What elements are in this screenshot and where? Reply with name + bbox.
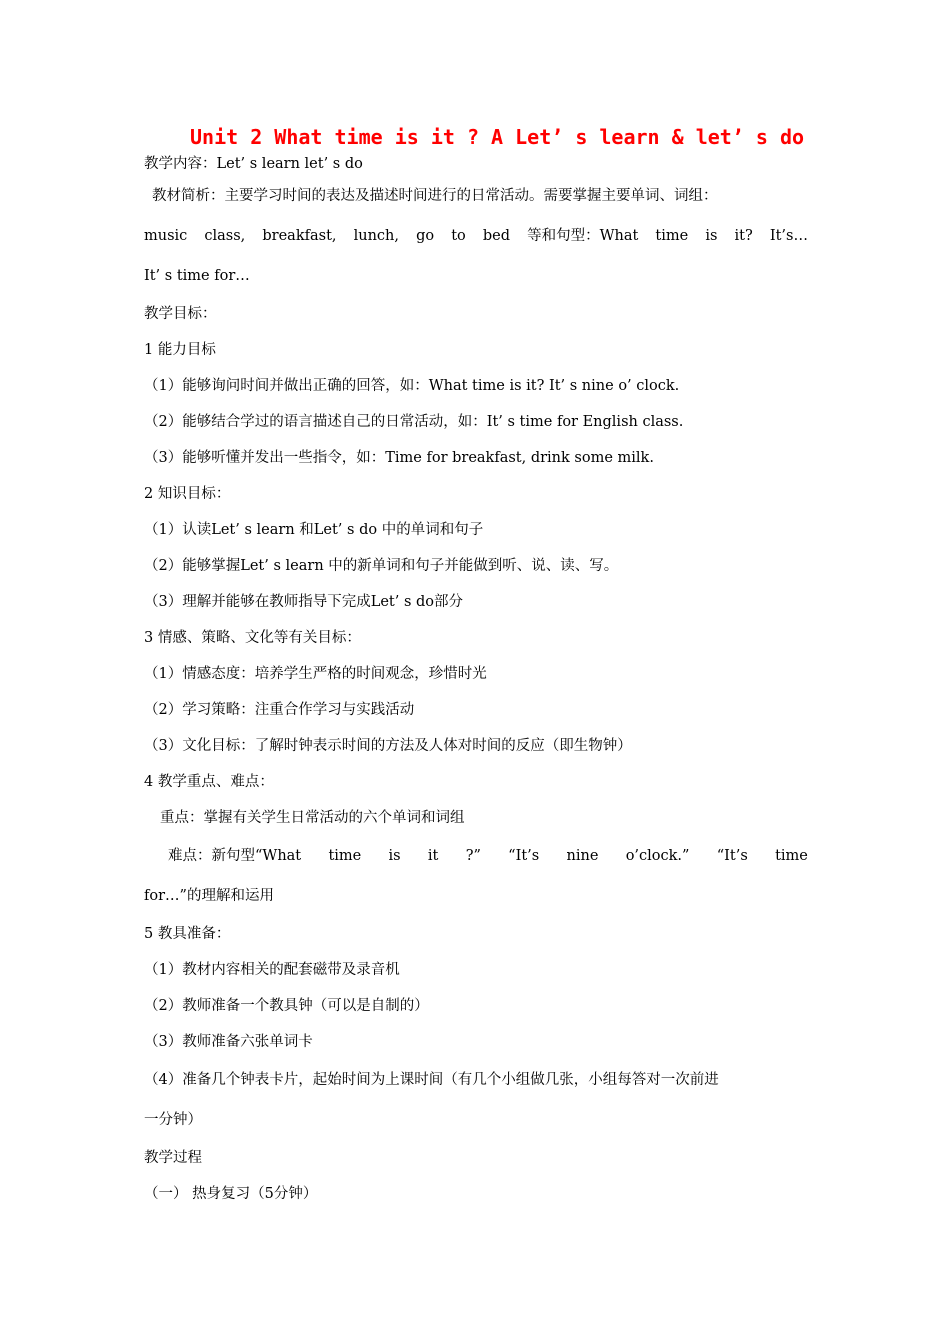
emotion-goal-item: （3）文化目标：了解时钟表示时间的方法及人体对时间的反应（即生物钟）	[144, 738, 632, 754]
knowledge-goals-heading: 2 知识目标：	[144, 486, 231, 502]
prep-item: （1）教材内容相关的配套磁带及录音机	[144, 962, 400, 978]
knowledge-goal-item: （2）能够掌握Let’ s learn 中的新单词和句子并能做到听、说、读、写。	[144, 558, 619, 574]
difficult-word: ?”	[465, 848, 481, 864]
difficult-word: “It’s	[716, 848, 748, 864]
analysis-word: it?	[734, 228, 753, 244]
analysis-word: time	[655, 228, 689, 244]
analysis-word: breakfast,	[262, 228, 337, 244]
analysis-word: to	[451, 228, 466, 244]
difficult-word: is	[388, 848, 401, 864]
difficult-word: 难点：新句型“What	[168, 848, 302, 864]
ability-goal-item: （2）能够结合学过的语言描述自己的日常活动，如：It’ s time for English class.	[144, 414, 684, 430]
difficult-word: o’clock.”	[625, 848, 690, 864]
prep-item: （2）教师准备一个教具钟（可以是自制的）	[144, 998, 429, 1014]
teaching-content: 教学内容：Let’ s learn let’ s do	[144, 156, 363, 172]
material-analysis-line-2	[144, 216, 808, 256]
key-point: 重点：掌握有关学生日常活动的六个单词和词组	[160, 810, 465, 826]
emotion-goal-item: （1）情感态度：培养学生严格的时间观念，珍惜时光	[144, 666, 487, 682]
analysis-word: class,	[204, 228, 246, 244]
process-heading: 教学过程	[144, 1150, 202, 1166]
prep-item: （4）准备几个钟表卡片，起始时间为上课时间（有几个小组做几张，小组每答对一次前进	[144, 1072, 719, 1088]
focus-heading: 4 教学重点、难点：	[144, 774, 274, 790]
difficult-word: “It’s	[508, 848, 540, 864]
ability-goals-heading: 1 能力目标	[144, 342, 216, 358]
analysis-word: is	[705, 228, 718, 244]
difficult-word: time	[328, 848, 362, 864]
knowledge-goal-item: （3）理解并能够在教师指导下完成Let’ s do部分	[144, 594, 464, 610]
process-step: （一） 热身复习（5分钟）	[144, 1186, 318, 1202]
ability-goal-item: （1）能够询问时间并做出正确的回答，如：What time is it? It’ s nine o’ clock.	[144, 378, 680, 394]
analysis-word: bed	[482, 228, 511, 244]
document-title: Unit 2 What time is it ? A Let’ s learn & let’ s do	[190, 125, 805, 149]
analysis-word: It’s…	[769, 228, 808, 244]
difficult-point-line-2: for…”的理解和运用	[144, 888, 274, 904]
difficult-word: nine	[566, 848, 599, 864]
analysis-word: go	[416, 228, 435, 244]
material-analysis-line-3: It’ s time for…	[144, 268, 250, 284]
emotion-goal-item: （2）学习策略：注重合作学习与实践活动	[144, 702, 415, 718]
analysis-word: music	[144, 228, 188, 244]
difficult-point-line-1	[144, 836, 808, 876]
emotion-goals-heading: 3 情感、策略、文化等有关目标：	[144, 630, 361, 646]
difficult-word: time	[775, 848, 808, 864]
goals-heading: 教学目标：	[144, 306, 217, 322]
analysis-word: 等和句型：What	[527, 228, 639, 244]
document-body	[144, 122, 810, 1212]
prep-heading: 5 教具准备：	[144, 926, 231, 942]
material-analysis-line-1: 教材简析：主要学习时间的表达及描述时间进行的日常活动。需要掌握主要单词、词组：	[152, 188, 718, 204]
knowledge-goal-item: （1）认读Let’ s learn 和Let’ s do 中的单词和句子	[144, 522, 484, 538]
prep-item-continued: 一分钟）	[144, 1112, 202, 1128]
analysis-word: lunch,	[353, 228, 399, 244]
prep-item: （3）教师准备六张单词卡	[144, 1034, 313, 1050]
difficult-word: it	[427, 848, 439, 864]
ability-goal-item: （3）能够听懂并发出一些指令，如：Time for breakfast, drink some milk.	[144, 450, 654, 466]
